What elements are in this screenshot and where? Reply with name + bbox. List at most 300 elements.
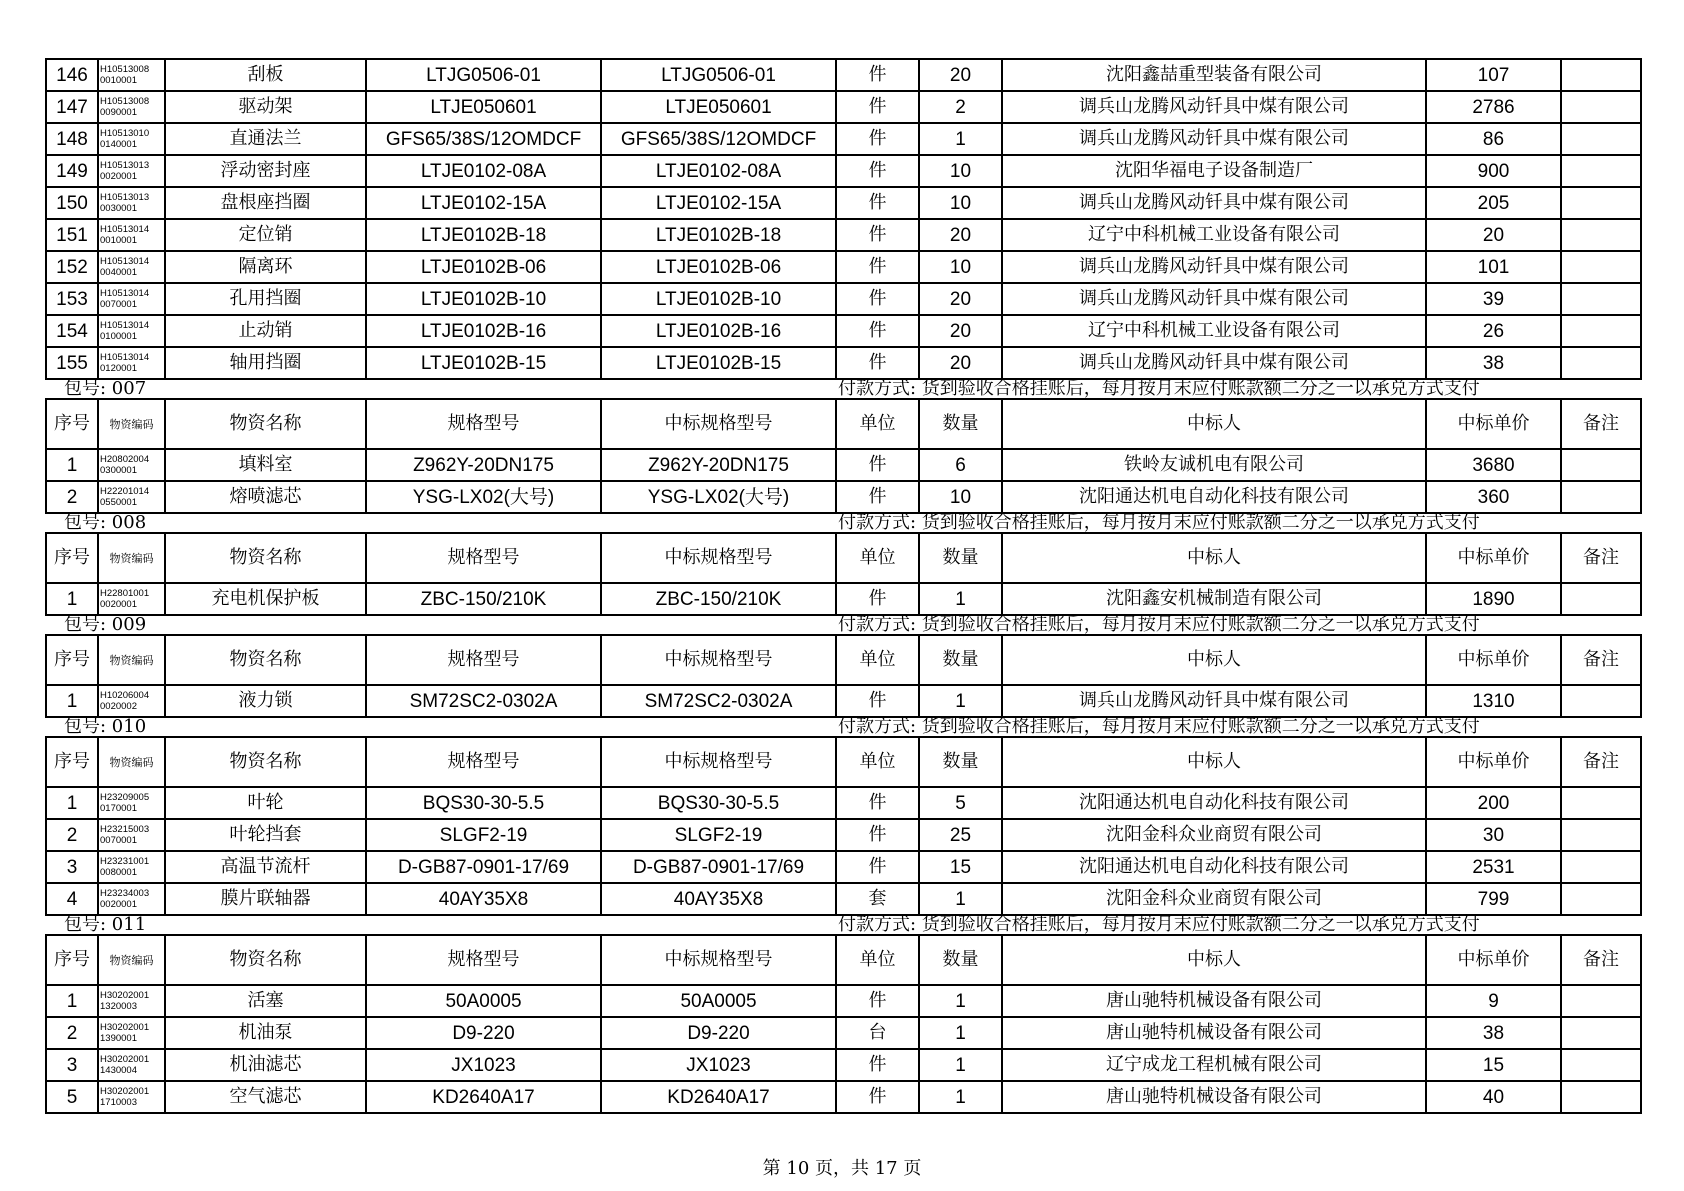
cell-bid-spec: D-GB87-0901-17/69 bbox=[601, 851, 836, 883]
header-note: 备注 bbox=[1561, 935, 1641, 985]
header-price: 中标单价 bbox=[1426, 399, 1561, 449]
table-row bbox=[46, 219, 1641, 251]
cell-seq: 150 bbox=[46, 187, 98, 219]
cell-qty: 10 bbox=[919, 251, 1002, 283]
cell-spec: LTJE0102B-18 bbox=[366, 219, 601, 251]
table-row bbox=[46, 59, 1641, 91]
material-code-cell bbox=[98, 347, 165, 379]
cell-unit: 件 bbox=[836, 283, 919, 315]
header-bid-spec: 中标规格型号 bbox=[601, 635, 836, 685]
material-code-line-2: 0100001 bbox=[100, 331, 137, 342]
header-winner: 中标人 bbox=[1002, 635, 1426, 685]
material-code-line-1: H10513010 bbox=[100, 128, 150, 139]
cell-seq: 5 bbox=[46, 1081, 98, 1113]
header-row bbox=[46, 635, 1641, 685]
cell-winner: 沈阳金科众业商贸有限公司 bbox=[1002, 819, 1426, 851]
table-row bbox=[46, 1017, 1641, 1049]
cell-winner: 调兵山龙腾风动钎具中煤有限公司 bbox=[1002, 91, 1426, 123]
cell-winner: 沈阳华福电子设备制造厂 bbox=[1002, 155, 1426, 187]
cell-price: 205 bbox=[1426, 187, 1561, 219]
cell-qty: 1 bbox=[919, 883, 1002, 915]
material-code-line-1: H23215003 bbox=[100, 824, 150, 835]
material-code-line-1: H23231001 bbox=[100, 856, 150, 867]
material-code-line-2: 1320003 bbox=[100, 1001, 137, 1012]
header-qty: 数量 bbox=[919, 935, 1002, 985]
cell-qty: 1 bbox=[919, 1049, 1002, 1081]
header-note: 备注 bbox=[1561, 635, 1641, 685]
header-price: 中标单价 bbox=[1426, 935, 1561, 985]
cell-unit: 件 bbox=[836, 685, 919, 717]
payment-terms: 付款方式: 货到验收合格挂账后，每月按月末应付账款额二分之一以承兑方式支付 bbox=[838, 378, 1480, 399]
cell-name: 液力锁 bbox=[165, 685, 366, 717]
cell-qty: 1 bbox=[919, 1081, 1002, 1113]
header-row bbox=[46, 935, 1641, 985]
cell-spec: D-GB87-0901-17/69 bbox=[366, 851, 601, 883]
material-code-line-2: 0300001 bbox=[100, 465, 137, 476]
header-bid-spec: 中标规格型号 bbox=[601, 737, 836, 787]
package-number: 包号: 009 bbox=[64, 614, 147, 635]
cell-unit: 件 bbox=[836, 91, 919, 123]
material-code-cell bbox=[98, 315, 165, 347]
header-winner: 中标人 bbox=[1002, 399, 1426, 449]
header-winner: 中标人 bbox=[1002, 737, 1426, 787]
cell-bid-spec: LTJE0102B-15 bbox=[601, 347, 836, 379]
package-number: 包号: 011 bbox=[64, 914, 147, 935]
cell-unit: 件 bbox=[836, 851, 919, 883]
material-code-line-1: H23209005 bbox=[100, 792, 150, 803]
cell-note bbox=[1561, 787, 1641, 819]
cell-spec: LTJE0102-15A bbox=[366, 187, 601, 219]
header-seq: 序号 bbox=[46, 533, 98, 583]
header-qty: 数量 bbox=[919, 737, 1002, 787]
payment-terms: 付款方式: 货到验收合格挂账后，每月按月末应付账款额二分之一以承兑方式支付 bbox=[838, 716, 1480, 737]
cell-note bbox=[1561, 1081, 1641, 1113]
material-code-line-2: 0070001 bbox=[100, 299, 137, 310]
cell-seq: 1 bbox=[46, 583, 98, 615]
cell-price: 107 bbox=[1426, 59, 1561, 91]
header-spec: 规格型号 bbox=[366, 533, 601, 583]
material-code-line-1: H10206004 bbox=[100, 690, 150, 701]
table-row bbox=[46, 985, 1641, 1017]
cell-unit: 件 bbox=[836, 251, 919, 283]
cell-winner: 调兵山龙腾风动钎具中煤有限公司 bbox=[1002, 685, 1426, 717]
cell-winner: 沈阳鑫喆重型装备有限公司 bbox=[1002, 59, 1426, 91]
cell-bid-spec: 40AY35X8 bbox=[601, 883, 836, 915]
cell-price: 39 bbox=[1426, 283, 1561, 315]
cell-note bbox=[1561, 851, 1641, 883]
header-row bbox=[46, 399, 1641, 449]
cell-bid-spec: LTJE050601 bbox=[601, 91, 836, 123]
cell-price: 200 bbox=[1426, 787, 1561, 819]
material-code-cell bbox=[98, 187, 165, 219]
material-code-cell bbox=[98, 283, 165, 315]
cell-qty: 2 bbox=[919, 91, 1002, 123]
cell-bid-spec: LTJE0102B-18 bbox=[601, 219, 836, 251]
cell-winner: 沈阳通达机电自动化科技有限公司 bbox=[1002, 851, 1426, 883]
cell-qty: 1 bbox=[919, 685, 1002, 717]
cell-price: 799 bbox=[1426, 883, 1561, 915]
table-row bbox=[46, 819, 1641, 851]
cell-winner: 沈阳通达机电自动化科技有限公司 bbox=[1002, 787, 1426, 819]
cell-name: 盘根座挡圈 bbox=[165, 187, 366, 219]
material-code-cell bbox=[98, 851, 165, 883]
header-code: 物资编码 bbox=[98, 737, 165, 787]
cell-winner: 调兵山龙腾风动钎具中煤有限公司 bbox=[1002, 187, 1426, 219]
cell-name: 定位销 bbox=[165, 219, 366, 251]
cell-name: 膜片联轴器 bbox=[165, 883, 366, 915]
cell-spec: BQS30-30-5.5 bbox=[366, 787, 601, 819]
material-code-line-1: H30202001 bbox=[100, 1054, 150, 1065]
cell-unit: 件 bbox=[836, 787, 919, 819]
material-code-line-1: H10513014 bbox=[100, 224, 150, 235]
cell-unit: 件 bbox=[836, 59, 919, 91]
cell-unit: 件 bbox=[836, 449, 919, 481]
cell-note bbox=[1561, 251, 1641, 283]
cell-qty: 20 bbox=[919, 219, 1002, 251]
package-info-row bbox=[46, 513, 1641, 533]
cell-price: 900 bbox=[1426, 155, 1561, 187]
material-code-cell bbox=[98, 123, 165, 155]
cell-price: 3680 bbox=[1426, 449, 1561, 481]
table-row bbox=[46, 315, 1641, 347]
cell-name: 填料室 bbox=[165, 449, 366, 481]
cell-seq: 1 bbox=[46, 685, 98, 717]
material-code-line-1: H10513013 bbox=[100, 192, 150, 203]
bid-result-table bbox=[45, 58, 1642, 1114]
cell-name: 直通法兰 bbox=[165, 123, 366, 155]
payment-terms: 付款方式: 货到验收合格挂账后，每月按月末应付账款额二分之一以承兑方式支付 bbox=[838, 512, 1480, 533]
cell-price: 40 bbox=[1426, 1081, 1561, 1113]
header-unit: 单位 bbox=[836, 399, 919, 449]
cell-qty: 20 bbox=[919, 347, 1002, 379]
table-row bbox=[46, 883, 1641, 915]
cell-price: 38 bbox=[1426, 1017, 1561, 1049]
cell-name: 刮板 bbox=[165, 59, 366, 91]
cell-unit: 件 bbox=[836, 1049, 919, 1081]
header-winner: 中标人 bbox=[1002, 935, 1426, 985]
cell-seq: 149 bbox=[46, 155, 98, 187]
cell-bid-spec: BQS30-30-5.5 bbox=[601, 787, 836, 819]
material-code-cell bbox=[98, 685, 165, 717]
cell-seq: 153 bbox=[46, 283, 98, 315]
material-code-line-2: 1710003 bbox=[100, 1097, 137, 1108]
header-spec: 规格型号 bbox=[366, 399, 601, 449]
header-code: 物资编码 bbox=[98, 399, 165, 449]
cell-price: 30 bbox=[1426, 819, 1561, 851]
cell-spec: Z962Y-20DN175 bbox=[366, 449, 601, 481]
cell-name: 空气滤芯 bbox=[165, 1081, 366, 1113]
material-code-line-1: H20802004 bbox=[100, 454, 150, 465]
table-row bbox=[46, 685, 1641, 717]
cell-qty: 1 bbox=[919, 1017, 1002, 1049]
cell-seq: 1 bbox=[46, 787, 98, 819]
cell-note bbox=[1561, 449, 1641, 481]
cell-winner: 唐山驰特机械设备有限公司 bbox=[1002, 985, 1426, 1017]
cell-qty: 20 bbox=[919, 283, 1002, 315]
material-code-line-1: H10513014 bbox=[100, 288, 150, 299]
cell-price: 9 bbox=[1426, 985, 1561, 1017]
cell-bid-spec: LTJG0506-01 bbox=[601, 59, 836, 91]
material-code-line-2: 0020002 bbox=[100, 701, 137, 712]
cell-seq: 146 bbox=[46, 59, 98, 91]
header-seq: 序号 bbox=[46, 935, 98, 985]
header-note: 备注 bbox=[1561, 399, 1641, 449]
cell-winner: 沈阳金科众业商贸有限公司 bbox=[1002, 883, 1426, 915]
cell-price: 2786 bbox=[1426, 91, 1561, 123]
cell-name: 止动销 bbox=[165, 315, 366, 347]
cell-price: 1890 bbox=[1426, 583, 1561, 615]
material-code-line-1: H10513014 bbox=[100, 320, 150, 331]
cell-spec: D9-220 bbox=[366, 1017, 601, 1049]
material-code-line-2: 0010001 bbox=[100, 75, 137, 86]
table-row bbox=[46, 1049, 1641, 1081]
cell-spec: LTJE0102B-16 bbox=[366, 315, 601, 347]
header-unit: 单位 bbox=[836, 533, 919, 583]
cell-note bbox=[1561, 985, 1641, 1017]
cell-bid-spec: LTJE0102-15A bbox=[601, 187, 836, 219]
cell-bid-spec: SM72SC2-0302A bbox=[601, 685, 836, 717]
material-code-line-2: 0170001 bbox=[100, 803, 137, 814]
material-code-cell bbox=[98, 219, 165, 251]
cell-name: 活塞 bbox=[165, 985, 366, 1017]
cell-note bbox=[1561, 1049, 1641, 1081]
material-code-line-1: H30202001 bbox=[100, 1086, 150, 1097]
material-code-line-2: 0090001 bbox=[100, 107, 137, 118]
cell-unit: 件 bbox=[836, 347, 919, 379]
cell-seq: 4 bbox=[46, 883, 98, 915]
table-row bbox=[46, 481, 1641, 513]
cell-seq: 2 bbox=[46, 1017, 98, 1049]
cell-note bbox=[1561, 347, 1641, 379]
material-code-line-2: 0030001 bbox=[100, 203, 137, 214]
header-qty: 数量 bbox=[919, 635, 1002, 685]
material-code-line-1: H10513013 bbox=[100, 160, 150, 171]
cell-spec: ZBC-150/210K bbox=[366, 583, 601, 615]
package-info-row bbox=[46, 379, 1641, 399]
cell-price: 20 bbox=[1426, 219, 1561, 251]
cell-unit: 件 bbox=[836, 481, 919, 513]
cell-seq: 148 bbox=[46, 123, 98, 155]
cell-spec: GFS65/38S/12OMDCF bbox=[366, 123, 601, 155]
cell-bid-spec: ZBC-150/210K bbox=[601, 583, 836, 615]
cell-winner: 沈阳通达机电自动化科技有限公司 bbox=[1002, 481, 1426, 513]
material-code-line-1: H10513008 bbox=[100, 64, 150, 75]
header-bid-spec: 中标规格型号 bbox=[601, 533, 836, 583]
cell-price: 101 bbox=[1426, 251, 1561, 283]
cell-seq: 3 bbox=[46, 851, 98, 883]
material-code-cell bbox=[98, 155, 165, 187]
material-code-cell bbox=[98, 91, 165, 123]
header-price: 中标单价 bbox=[1426, 533, 1561, 583]
table-row bbox=[46, 251, 1641, 283]
material-code-cell bbox=[98, 59, 165, 91]
material-code-line-1: H10513014 bbox=[100, 352, 150, 363]
material-code-line-1: H30202001 bbox=[100, 1022, 150, 1033]
cell-bid-spec: YSG-LX02(大号) bbox=[601, 481, 836, 513]
cell-seq: 155 bbox=[46, 347, 98, 379]
page-footer: 第 10 页，共 17 页 bbox=[762, 1158, 922, 1179]
material-code-line-2: 0040001 bbox=[100, 267, 137, 278]
header-name: 物资名称 bbox=[165, 635, 366, 685]
cell-price: 26 bbox=[1426, 315, 1561, 347]
cell-price: 38 bbox=[1426, 347, 1561, 379]
cell-winner: 辽宁中科机械工业设备有限公司 bbox=[1002, 219, 1426, 251]
package-info-row bbox=[46, 717, 1641, 737]
table-row bbox=[46, 123, 1641, 155]
cell-bid-spec: GFS65/38S/12OMDCF bbox=[601, 123, 836, 155]
header-unit: 单位 bbox=[836, 737, 919, 787]
cell-spec: 50A0005 bbox=[366, 985, 601, 1017]
cell-name: 隔离环 bbox=[165, 251, 366, 283]
cell-qty: 15 bbox=[919, 851, 1002, 883]
cell-spec: SLGF2-19 bbox=[366, 819, 601, 851]
cell-name: 叶轮 bbox=[165, 787, 366, 819]
material-code-line-2: 1430004 bbox=[100, 1065, 137, 1076]
table-row bbox=[46, 187, 1641, 219]
cell-bid-spec: LTJE0102-08A bbox=[601, 155, 836, 187]
cell-spec: SM72SC2-0302A bbox=[366, 685, 601, 717]
cell-spec: LTJE050601 bbox=[366, 91, 601, 123]
cell-qty: 10 bbox=[919, 187, 1002, 219]
table-row bbox=[46, 787, 1641, 819]
cell-qty: 6 bbox=[919, 449, 1002, 481]
cell-price: 2531 bbox=[1426, 851, 1561, 883]
header-code: 物资编码 bbox=[98, 935, 165, 985]
cell-spec: LTJE0102B-06 bbox=[366, 251, 601, 283]
cell-seq: 151 bbox=[46, 219, 98, 251]
cell-bid-spec: 50A0005 bbox=[601, 985, 836, 1017]
cell-bid-spec: SLGF2-19 bbox=[601, 819, 836, 851]
cell-note bbox=[1561, 187, 1641, 219]
material-code-line-1: H10513008 bbox=[100, 96, 150, 107]
material-code-line-1: H23234003 bbox=[100, 888, 150, 899]
cell-qty: 25 bbox=[919, 819, 1002, 851]
header-spec: 规格型号 bbox=[366, 635, 601, 685]
cell-qty: 10 bbox=[919, 481, 1002, 513]
table-row bbox=[46, 155, 1641, 187]
material-code-cell bbox=[98, 1017, 165, 1049]
cell-unit: 件 bbox=[836, 219, 919, 251]
cell-note bbox=[1561, 315, 1641, 347]
cell-unit: 件 bbox=[836, 583, 919, 615]
table-row bbox=[46, 91, 1641, 123]
material-code-line-2: 0120001 bbox=[100, 363, 137, 374]
cell-unit: 件 bbox=[836, 187, 919, 219]
header-unit: 单位 bbox=[836, 635, 919, 685]
package-number: 包号: 008 bbox=[64, 512, 147, 533]
package-info-row bbox=[46, 915, 1641, 935]
header-code: 物资编码 bbox=[98, 635, 165, 685]
header-qty: 数量 bbox=[919, 399, 1002, 449]
cell-unit: 台 bbox=[836, 1017, 919, 1049]
header-bid-spec: 中标规格型号 bbox=[601, 399, 836, 449]
material-code-cell bbox=[98, 251, 165, 283]
cell-name: 驱动架 bbox=[165, 91, 366, 123]
cell-winner: 铁岭友诚机电有限公司 bbox=[1002, 449, 1426, 481]
header-row bbox=[46, 737, 1641, 787]
material-code-line-1: H22801001 bbox=[100, 588, 150, 599]
cell-price: 86 bbox=[1426, 123, 1561, 155]
material-code-line-2: 1390001 bbox=[100, 1033, 137, 1044]
header-spec: 规格型号 bbox=[366, 935, 601, 985]
cell-spec: 40AY35X8 bbox=[366, 883, 601, 915]
cell-unit: 件 bbox=[836, 315, 919, 347]
cell-note bbox=[1561, 283, 1641, 315]
cell-bid-spec: JX1023 bbox=[601, 1049, 836, 1081]
header-seq: 序号 bbox=[46, 737, 98, 787]
header-seq: 序号 bbox=[46, 635, 98, 685]
cell-note bbox=[1561, 819, 1641, 851]
cell-note bbox=[1561, 123, 1641, 155]
cell-spec: YSG-LX02(大号) bbox=[366, 481, 601, 513]
cell-unit: 件 bbox=[836, 1081, 919, 1113]
material-code-cell bbox=[98, 449, 165, 481]
material-code-line-1: H10513014 bbox=[100, 256, 150, 267]
cell-unit: 件 bbox=[836, 155, 919, 187]
material-code-cell bbox=[98, 819, 165, 851]
cell-note bbox=[1561, 59, 1641, 91]
cell-note bbox=[1561, 219, 1641, 251]
cell-bid-spec: LTJE0102B-16 bbox=[601, 315, 836, 347]
header-bid-spec: 中标规格型号 bbox=[601, 935, 836, 985]
cell-bid-spec: D9-220 bbox=[601, 1017, 836, 1049]
cell-winner: 辽宁中科机械工业设备有限公司 bbox=[1002, 315, 1426, 347]
cell-winner: 调兵山龙腾风动钎具中煤有限公司 bbox=[1002, 347, 1426, 379]
cell-seq: 2 bbox=[46, 481, 98, 513]
header-winner: 中标人 bbox=[1002, 533, 1426, 583]
cell-winner: 调兵山龙腾风动钎具中煤有限公司 bbox=[1002, 123, 1426, 155]
cell-price: 15 bbox=[1426, 1049, 1561, 1081]
cell-note bbox=[1561, 685, 1641, 717]
cell-winner: 调兵山龙腾风动钎具中煤有限公司 bbox=[1002, 251, 1426, 283]
cell-name: 机油滤芯 bbox=[165, 1049, 366, 1081]
cell-unit: 件 bbox=[836, 985, 919, 1017]
cell-spec: LTJE0102-08A bbox=[366, 155, 601, 187]
cell-name: 浮动密封座 bbox=[165, 155, 366, 187]
cell-winner: 唐山驰特机械设备有限公司 bbox=[1002, 1081, 1426, 1113]
material-code-line-2: 0020001 bbox=[100, 899, 137, 910]
material-code-cell bbox=[98, 481, 165, 513]
cell-name: 充电机保护板 bbox=[165, 583, 366, 615]
cell-spec: LTJE0102B-15 bbox=[366, 347, 601, 379]
cell-winner: 辽宁成龙工程机械有限公司 bbox=[1002, 1049, 1426, 1081]
header-name: 物资名称 bbox=[165, 737, 366, 787]
cell-name: 熔喷滤芯 bbox=[165, 481, 366, 513]
table-row bbox=[46, 283, 1641, 315]
header-name: 物资名称 bbox=[165, 399, 366, 449]
cell-note bbox=[1561, 91, 1641, 123]
material-code-line-2: 0020001 bbox=[100, 171, 137, 182]
package-number: 包号: 007 bbox=[64, 378, 147, 399]
cell-unit: 套 bbox=[836, 883, 919, 915]
header-price: 中标单价 bbox=[1426, 737, 1561, 787]
cell-bid-spec: Z962Y-20DN175 bbox=[601, 449, 836, 481]
cell-seq: 152 bbox=[46, 251, 98, 283]
table-row bbox=[46, 851, 1641, 883]
table-row bbox=[46, 347, 1641, 379]
cell-qty: 1 bbox=[919, 985, 1002, 1017]
material-code-line-2: 0020001 bbox=[100, 599, 137, 610]
table-row bbox=[46, 449, 1641, 481]
cell-seq: 147 bbox=[46, 91, 98, 123]
cell-spec: KD2640A17 bbox=[366, 1081, 601, 1113]
material-code-line-2: 0070001 bbox=[100, 835, 137, 846]
header-note: 备注 bbox=[1561, 737, 1641, 787]
cell-qty: 10 bbox=[919, 155, 1002, 187]
table-row bbox=[46, 1081, 1641, 1113]
cell-price: 360 bbox=[1426, 481, 1561, 513]
header-unit: 单位 bbox=[836, 935, 919, 985]
